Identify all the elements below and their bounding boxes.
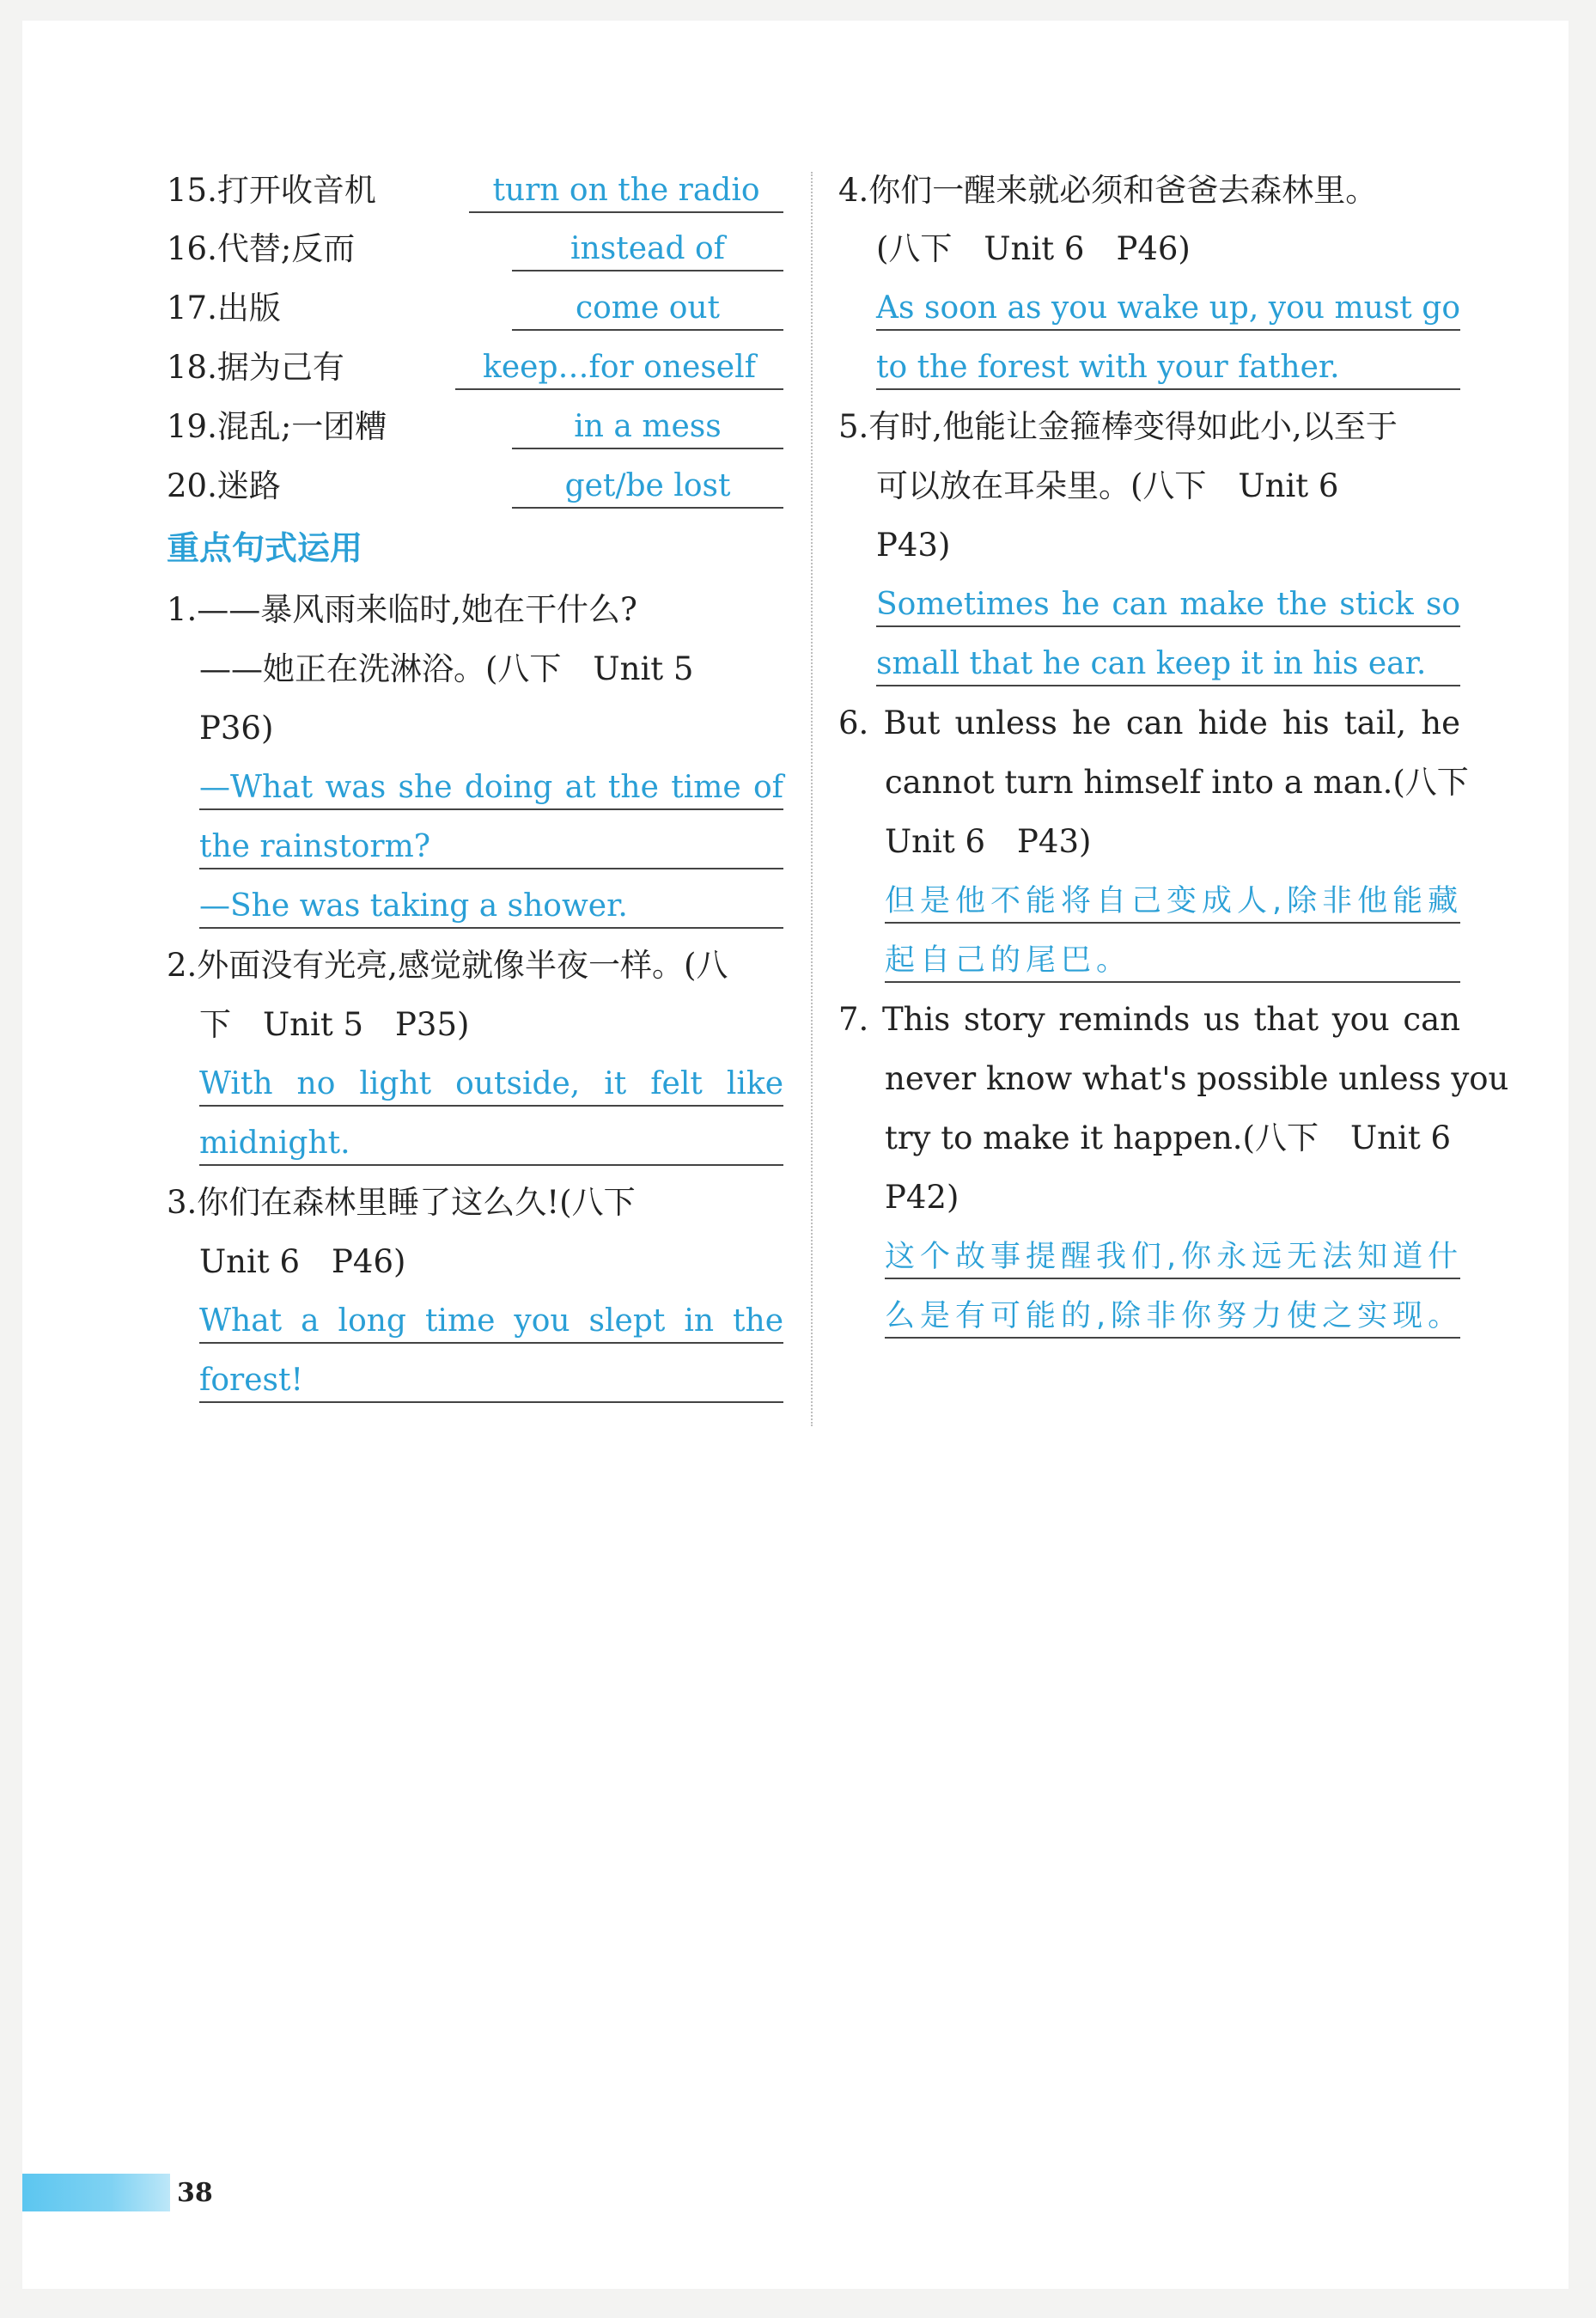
question-1-answer: —What was she doing at the time of xyxy=(199,767,783,810)
column-divider xyxy=(811,172,813,1426)
question-1-answer: the rainstorm? xyxy=(199,827,783,869)
question-3-line: 3.你们在森林里睡了这么久!(八下 xyxy=(167,1184,636,1221)
question-1-answer: —She was taking a shower. xyxy=(199,886,783,929)
vocab-label: 20.迷路 xyxy=(167,467,281,504)
question-3-answer: forest! xyxy=(199,1360,783,1403)
question-6-answer: 但是他不能将自己变成人,除非他能藏 xyxy=(885,881,1460,924)
vocab-answer: in a mess xyxy=(512,406,783,449)
question-6-answer: 起自己的尾巴。 xyxy=(885,940,1460,983)
question-7-line: 7. This story reminds us that you can xyxy=(838,1001,1460,1038)
vocab-answer: keep…for oneself xyxy=(455,347,783,390)
question-6-line: Unit 6 P43) xyxy=(885,823,1092,860)
section-heading: 重点句式运用 xyxy=(167,529,363,567)
vocab-label: 17.出版 xyxy=(167,290,281,326)
question-2-line: 下 Unit 5 P35) xyxy=(199,1006,470,1043)
page-number: 38 xyxy=(177,2178,213,2208)
vocab-label: 18.据为己有 xyxy=(167,349,344,386)
question-7-line: never know what's possible unless you xyxy=(885,1060,1509,1097)
vocab-label: 15.打开收音机 xyxy=(167,172,376,209)
question-4-line: (八下 Unit 6 P46) xyxy=(876,230,1191,267)
question-7-answer: 这个故事提醒我们,你永远无法知道什 xyxy=(885,1236,1460,1279)
vocab-label: 19.混乱;一团糟 xyxy=(167,408,387,445)
vocab-answer: get/be lost xyxy=(512,466,783,509)
question-1-line: ——她正在洗淋浴。(八下 Unit 5 xyxy=(199,650,694,687)
page-number-bar xyxy=(22,2174,170,2211)
vocab-answer: turn on the radio xyxy=(469,170,783,213)
question-2-line: 2.外面没有光亮,感觉就像半夜一样。(八 xyxy=(167,947,728,984)
question-7-answer: 么是有可能的,除非你努力使之实现。 xyxy=(885,1296,1460,1339)
question-5-line: 可以放在耳朵里。(八下 Unit 6 xyxy=(876,467,1339,504)
question-2-answer: midnight. xyxy=(199,1123,783,1166)
vocab-label: 16.代替;反而 xyxy=(167,230,356,267)
question-4-answer: to the forest with your father. xyxy=(876,347,1460,390)
question-3-line: Unit 6 P46) xyxy=(199,1243,406,1280)
question-2-answer: With no light outside, it felt like xyxy=(199,1064,783,1107)
question-4-line: 4.你们一醒来就必须和爸爸去森林里。 xyxy=(838,172,1378,209)
question-5-line: 5.有时,他能让金箍棒变得如此小,以至于 xyxy=(838,408,1398,445)
question-7-line: try to make it happen.(八下 Unit 6 xyxy=(885,1119,1452,1156)
question-6-line: 6. But unless he can hide his tail, he xyxy=(838,705,1460,741)
question-1-line: 1.——暴风雨来临时,她在干什么? xyxy=(167,591,637,628)
vocab-answer: come out xyxy=(512,288,783,331)
vocab-answer: instead of xyxy=(512,229,783,271)
question-7-line: P42) xyxy=(885,1179,959,1216)
question-6-line: cannot turn himself into a man.(八下 xyxy=(885,764,1469,801)
question-4-answer: As soon as you wake up, you must go xyxy=(876,288,1460,331)
question-5-answer: small that he can keep it in his ear. xyxy=(876,644,1460,686)
question-1-line: P36) xyxy=(199,710,274,747)
question-5-answer: Sometimes he can make the stick so xyxy=(876,584,1460,627)
question-5-line: P43) xyxy=(876,527,951,564)
question-3-answer: What a long time you slept in the xyxy=(199,1301,783,1344)
